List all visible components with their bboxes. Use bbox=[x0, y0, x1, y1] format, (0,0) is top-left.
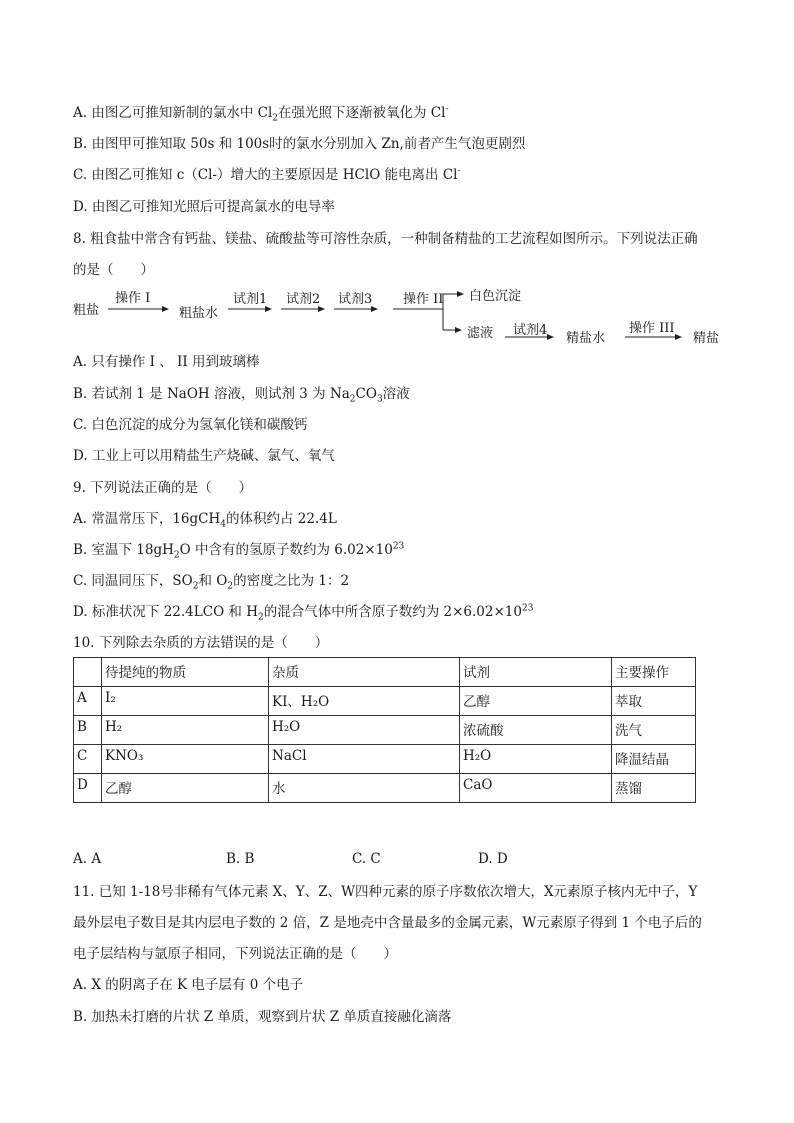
q11-stem-line1: 11. 已知 1-18号非稀有气体元素 X、Y、Z、W四种元素的原子序数依次增大，X元素原子核内无中子，Y bbox=[73, 884, 698, 900]
table-header-row bbox=[74, 658, 696, 687]
q9-option-d: D. 标准状况下 22.4LCO 和 $H_2$的混合气体中所含原子数约为 $2\times 6.02\times 10^{23}$ bbox=[73, 603, 534, 623]
flow-op2: 操作 II bbox=[403, 292, 444, 307]
table-header-cell bbox=[74, 658, 102, 687]
table-header-cell: 待提纯的物质 bbox=[102, 658, 269, 687]
flow-raw-salt: 粗盐 bbox=[73, 303, 100, 318]
table-cell: 乙醇 bbox=[460, 687, 612, 716]
table-cell: KI、H₂O bbox=[269, 687, 460, 716]
flow-op1: 操作 I bbox=[115, 291, 151, 306]
table-cell: 乙醇 bbox=[102, 774, 269, 803]
q10-table bbox=[73, 657, 696, 803]
flow-pure-brine: 精盐水 bbox=[566, 331, 606, 346]
table-row bbox=[74, 774, 696, 803]
q11-stem-line3: 电子层结构与氩原子相同，下列说法正确的是（ ） bbox=[73, 946, 397, 962]
q7-option-c: C. 由图乙可推知 c（Cl-）增大的主要原因是 HClO 能电离出 Cl- bbox=[73, 166, 461, 183]
table-header-cell: 杂质 bbox=[269, 658, 460, 687]
table-cell: H₂O bbox=[269, 716, 460, 745]
q10-answer-c: C. C bbox=[352, 851, 381, 867]
q9-option-c: C. 同温同压下，$SO_2$和 $O_2$的密度之比为 1：2 bbox=[73, 573, 350, 592]
q7-option-a: A. 由图乙可推知新制的氯水中 $Cl_2$在强光照下逐渐被氧化为 Cl- bbox=[73, 104, 449, 124]
table-cell: CaO bbox=[460, 774, 612, 803]
table-cell: 水 bbox=[269, 774, 460, 803]
table-header-cell: 试剂 bbox=[460, 658, 612, 687]
table-cell: NaCl bbox=[269, 745, 460, 774]
q9-option-a: A. 常温常压下，16gCH$_4$的体积约占 22.4L bbox=[73, 511, 337, 530]
q10-stem: 10. 下列除去杂质的方法错误的是（ ） bbox=[73, 635, 329, 651]
table-cell: D bbox=[74, 774, 102, 803]
flow-op3: 操作 III bbox=[629, 321, 675, 336]
table-header-cell: 主要操作 bbox=[612, 658, 696, 687]
q11-stem-line2: 最外层电子数目是其内层电子数的 2 倍，Z 是地壳中含量最多的金属元素，W元素原子得到 1 个电子后的 bbox=[73, 915, 702, 931]
q8-process-flow-diagram bbox=[73, 282, 733, 352]
table-cell: I₂ bbox=[102, 687, 269, 716]
flow-reagent4: 试剂4 bbox=[513, 323, 548, 338]
table-row bbox=[74, 687, 696, 716]
q8-option-b: B. 若试剂 1 是 NaOH 溶液，则试剂 3 为 $Na_2CO_3$溶液 bbox=[73, 386, 410, 405]
q7-option-d: D. 由图乙可推知光照后可提高氯水的电导率 bbox=[73, 199, 335, 215]
table-cell: 降温结晶 bbox=[612, 745, 696, 774]
q9-option-b: B. 室温下 $18gH_2O$ 中含有的氢原子数约为 $6.02\times 10^{23}$ bbox=[73, 541, 405, 561]
q9-stem: 9. 下列说法正确的是（ ） bbox=[73, 480, 253, 496]
q10-answer-b: B. B bbox=[226, 851, 255, 867]
table-cell: 浓硫酸 bbox=[460, 716, 612, 745]
q8-option-a: A. 只有操作 I 、 II 用到玻璃棒 bbox=[73, 354, 260, 370]
q10-answer-d: D. D bbox=[478, 851, 508, 867]
table-cell: H₂O bbox=[460, 745, 612, 774]
q8-stem-line1: 8. 粗食盐中常含有钙盐、镁盐、硫酸盐等可溶性杂质，一种制备精盐的工艺流程如图所示。下列说法正确 bbox=[73, 231, 698, 247]
q11-option-a: A. X 的阴离子在 K 电子层有 0 个电子 bbox=[73, 977, 304, 993]
flow-reagent3: 试剂3 bbox=[338, 292, 373, 307]
q8-option-c: C. 白色沉淀的成分为氢氧化镁和碳酸钙 bbox=[73, 417, 308, 433]
table-cell: 蒸馏 bbox=[612, 774, 696, 803]
flow-white-precipitate: 白色沉淀 bbox=[469, 289, 522, 304]
flow-reagent1: 试剂1 bbox=[233, 292, 268, 307]
flow-pure-salt: 精盐 bbox=[693, 331, 720, 346]
table-cell: A bbox=[74, 687, 102, 716]
q10-answer-a: A. A bbox=[73, 851, 102, 867]
table-row bbox=[74, 745, 696, 774]
table-cell: H₂ bbox=[102, 716, 269, 745]
table-row bbox=[74, 716, 696, 745]
flow-brine: 粗盐水 bbox=[179, 306, 219, 321]
flow-filtrate: 滤液 bbox=[467, 326, 494, 341]
table-cell: B bbox=[74, 716, 102, 745]
table-cell: 萃取 bbox=[612, 687, 696, 716]
q11-option-b: B. 加热未打磨的片状 Z 单质，观察到片状 Z 单质直接融化滴落 bbox=[73, 1009, 452, 1025]
flow-reagent2: 试剂2 bbox=[286, 292, 321, 307]
table-cell: 洗气 bbox=[612, 716, 696, 745]
table-cell: C bbox=[74, 745, 102, 774]
q8-option-d: D. 工业上可以用精盐生产烧碱、氯气、氧气 bbox=[73, 448, 335, 464]
table-cell: KNO₃ bbox=[102, 745, 269, 774]
q7-option-b: B. 由图甲可推知取 50s 和 100s时的氯水分别加入 Zn,前者产生气泡更剧烈 bbox=[73, 136, 526, 152]
q8-stem-line2: 的是（ ） bbox=[73, 262, 154, 278]
